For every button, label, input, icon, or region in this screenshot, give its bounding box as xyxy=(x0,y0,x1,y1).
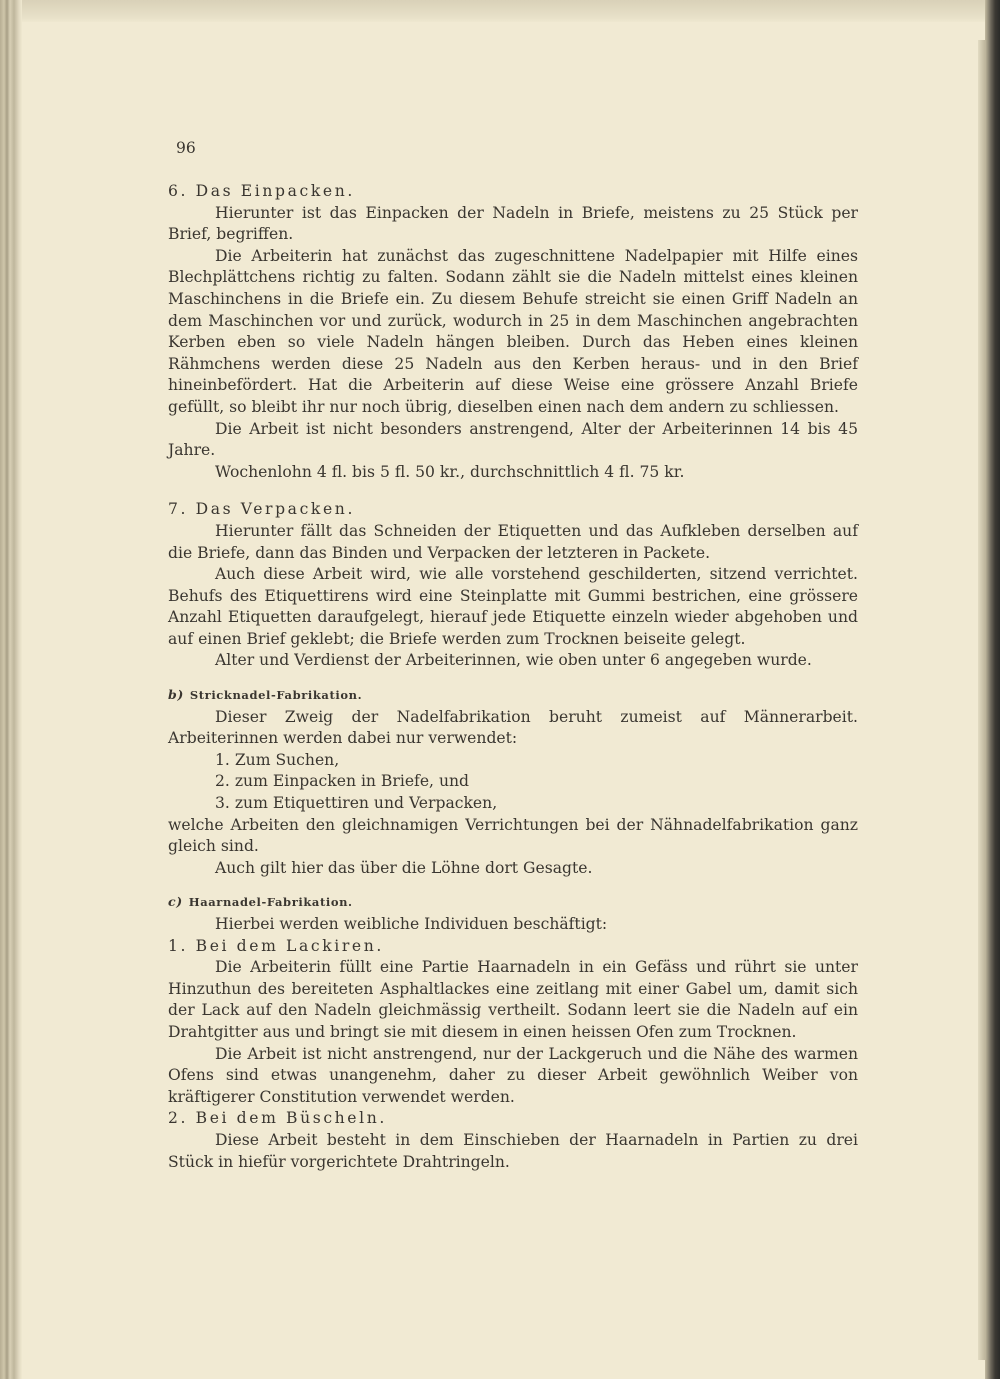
paragraph: Hierunter fällt das Schneiden der Etiquetten und das Aufkleben derselben auf die Briefe, dann das Binden und Verpacken der letzteren in Packete. xyxy=(168,521,858,562)
scan-shadow xyxy=(985,0,1000,1379)
section-title: Haarnadel-Fabrikation. xyxy=(188,895,353,910)
page-number: 96 xyxy=(176,139,196,157)
section-heading-haarnadel xyxy=(168,891,858,914)
paragraph: Auch gilt hier das über die Löhne dort Gesagte. xyxy=(215,858,593,877)
paragraph: Wochenlohn 4 fl. bis 5 fl. 50 kr., durchschnittlich 4 fl. 75 kr. xyxy=(215,462,685,481)
page-content xyxy=(168,181,858,1173)
section-title: Stricknadel-Fabrikation. xyxy=(189,688,363,703)
section-heading-verpacken: 7. Das Verpacken. xyxy=(168,500,355,519)
paragraph: Alter und Verdienst der Arbeiterinnen, wie oben unter 6 angegeben wurde. xyxy=(215,651,812,670)
paragraph: Dieser Zweig der Nadelfabrikation beruht zumeist auf Männerarbeit. Arbeiterinnen werden dabei nur verwendet: xyxy=(168,707,858,748)
paragraph: Die Arbeit ist nicht besonders anstrengend, Alter der Arbeiterinnen 14 bis 45 Jahre. xyxy=(168,419,858,460)
subsection-heading-lackiren: 1. Bei dem Lackiren. xyxy=(168,936,384,955)
paragraph: Die Arbeiterin füllt eine Partie Haarnadeln in ein Gefäss und rührt sie unter Hinzuthun des bereiteten Asphaltlackes eine zeitlang mit einer Gabel um, damit sich der Lack auf den Nadeln gleichmässig vertheilt. Sodann leert sie die Nadeln auf ein Drahtgitter aus und bringt sie mit diesem in einen heissen Ofen zum Trocknen. xyxy=(168,958,858,1041)
paragraph: Hierunter ist das Einpacken der Nadeln in Briefe, meistens zu 25 Stück per Brief, begriffen. xyxy=(168,203,858,244)
paragraph: Hierbei werden weibliche Individuen beschäftigt: xyxy=(215,915,608,933)
paragraph: Die Arbeit ist nicht anstrengend, nur der Lackgeruch und die Nähe des warmen Ofens sind etwas unangenehm, daher zu dieser Arbeit gewöhnlich Weiber von kräftigerer Constitution verwendet werden. xyxy=(168,1044,858,1106)
list-item: 2. zum Einpacken in Briefe, und xyxy=(215,772,470,791)
paragraph: Auch diese Arbeit wird, wie alle vorstehend geschilderten, sitzend verrichtet. Behufs des Etiquettirens wird eine Steinplatte mit Gummi bestrichen, eine grössere Anzahl Etiquetten daraufgelegt, hierauf jede Etiquette einzeln wieder abgehoben und auf einen Brief geklebt; die Briefe werden zum Trocknen beiseite gelegt. xyxy=(168,565,858,648)
list-item: 1. Zum Suchen, xyxy=(215,750,340,769)
section-letter: b) xyxy=(168,687,184,703)
paragraph: welche Arbeiten den gleichnamigen Verrichtungen bei der Nähnadelfabrikation ganz gleich sind. xyxy=(168,815,858,856)
subsection-heading-bueschen: 2. Bei dem Büscheln. xyxy=(168,1109,387,1128)
page-top-edge xyxy=(0,0,1000,22)
section-letter: c) xyxy=(168,894,183,910)
paragraph: Diese Arbeit besteht in dem Einschieben der Haarnadeln in Partien zu drei Stück in hiefür vorgerichtete Drahtringeln. xyxy=(168,1130,858,1171)
book-binding-edge xyxy=(0,0,22,1379)
section-heading-einpacken: 6. Das Einpacken. xyxy=(168,182,355,200)
list-item: 3. zum Etiquettiren und Verpacken, xyxy=(215,794,498,813)
paragraph: Die Arbeiterin hat zunächst das zugeschnittene Nadelpapier mit Hilfe eines Blechplättchens richtig zu falten. Sodann zählt sie die Nadeln mittelst eines kleinen Maschinchens in die Briefe ein. Zu diesem Behufe streicht sie einen Griff Nadeln an dem Maschinchen vor und zurück, wodurch in 25 in dem Maschinchen angebrachten Kerben eben so viele Nadeln hängen bleiben. Durch das Heben eines kleinen Rähmchens werden diese 25 Nadeln aus den Kerben heraus- und in den Brief hineinbefördert. Hat die Arbeiterin auf diese Weise eine grössere Anzahl Briefe gefüllt, so bleibt ihr nur noch übrig, dieselben einen nach dem andern zu schliessen. xyxy=(168,246,858,416)
section-heading-stricknadel xyxy=(168,684,858,707)
